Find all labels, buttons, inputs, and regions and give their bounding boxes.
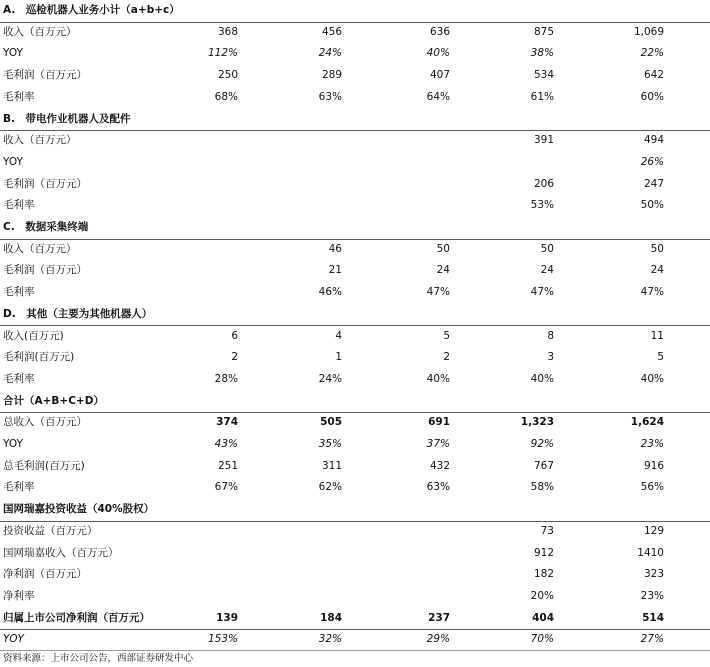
table-cell: 63%: [426, 481, 450, 494]
table-cell: 691: [428, 416, 450, 429]
row-label: 收入（百万元）: [3, 25, 77, 38]
row-label: 毛利润（百万元）: [3, 177, 87, 190]
row-label: 国网瑞嘉投资收益（40%股权）: [3, 503, 155, 516]
row-label: C. 数据采集终端: [3, 221, 89, 233]
table-cell: 61%: [530, 90, 554, 103]
table-cell: 289: [321, 69, 342, 82]
footer-divider: [0, 650, 710, 651]
table-cell: 407: [429, 69, 450, 82]
table-cell: 40%: [530, 372, 554, 385]
table-cell: 40%: [426, 372, 450, 385]
table-cell: 250: [217, 69, 238, 82]
table-cell: 47%: [640, 286, 664, 299]
table-row: [0, 326, 710, 348]
table-cell: 391: [533, 134, 554, 147]
table-cell: 184: [320, 611, 342, 624]
table-row: [0, 43, 710, 65]
table-cell: 1,323: [520, 416, 554, 429]
table-row: [0, 260, 710, 282]
table-cell: 35%: [318, 438, 342, 450]
table-cell: 92%: [530, 438, 554, 450]
table-cell: 24: [650, 264, 664, 277]
table-cell: 2: [231, 351, 238, 364]
table-cell: 62%: [318, 481, 342, 494]
row-label: YOY: [3, 47, 23, 60]
section-header-row: [0, 499, 710, 522]
row-label: 毛利润(百万元): [3, 351, 75, 364]
table-row: [0, 629, 710, 651]
table-row: [0, 174, 710, 196]
row-label: 总收入（百万元）: [3, 416, 87, 429]
table-cell: 53%: [530, 199, 554, 212]
table-cell: 1,069: [633, 25, 664, 38]
table-cell: 26%: [640, 155, 664, 168]
row-label: D. 其他（主要为其他机器人）: [3, 307, 153, 320]
row-label: 总毛利润(百万元): [3, 459, 85, 472]
table-cell: 182: [533, 568, 554, 581]
row-label: 净利率: [3, 589, 35, 602]
section-header-row: [0, 304, 710, 327]
table-cell: 27%: [640, 633, 664, 646]
row-label: 投资收益（百万元）: [3, 524, 98, 537]
table-cell: 24%: [318, 372, 342, 385]
table-cell: 875: [533, 25, 554, 38]
table-cell: 23%: [640, 438, 664, 450]
row-label: 归属上市公司净利润（百万元）: [3, 611, 150, 624]
table-cell: 64%: [426, 90, 450, 103]
table-cell: 50: [436, 242, 450, 255]
table-cell: 636: [429, 25, 450, 38]
row-label: 合计（A+B+C+D）: [3, 394, 104, 407]
table-row: [0, 412, 710, 434]
row-label: YOY: [3, 438, 23, 450]
table-cell: 5: [657, 351, 664, 364]
table-cell: 63%: [318, 90, 342, 103]
row-label: YOY: [3, 155, 23, 168]
table-row: [0, 369, 710, 391]
section-header-row: [0, 608, 710, 631]
table-cell: 456: [321, 25, 342, 38]
table-cell: 37%: [426, 438, 450, 450]
table-cell: 60%: [640, 90, 664, 103]
table-row: [0, 564, 710, 586]
table-cell: 24: [436, 264, 450, 277]
table-cell: 40%: [640, 372, 664, 385]
table-cell: 58%: [530, 481, 554, 494]
table-row: [0, 521, 710, 543]
table-cell: 5: [443, 329, 450, 342]
row-label: 国网瑞嘉收入（百万元）: [3, 546, 119, 559]
row-label: 毛利率: [3, 90, 35, 103]
table-cell: 24: [540, 264, 554, 277]
table-cell: 73: [540, 524, 554, 537]
table-cell: 311: [321, 459, 342, 472]
table-cell: 642: [643, 69, 664, 82]
table-row: [0, 477, 710, 499]
table-cell: 47%: [530, 286, 554, 299]
table-cell: 251: [217, 459, 238, 472]
table-row: [0, 65, 710, 87]
table-cell: 4: [335, 329, 342, 342]
table-row: [0, 239, 710, 261]
table-cell: 139: [216, 611, 238, 624]
table-row: [0, 543, 710, 565]
table-cell: 32%: [318, 633, 342, 646]
table-cell: 912: [533, 546, 554, 559]
row-label: YOY: [3, 633, 24, 646]
table-cell: 8: [547, 329, 554, 342]
table-cell: 404: [532, 611, 554, 624]
table-cell: 2: [443, 351, 450, 364]
table-cell: 28%: [214, 372, 238, 385]
table-cell: 129: [643, 524, 664, 537]
table-cell: 70%: [530, 633, 554, 646]
table-cell: 514: [642, 611, 664, 624]
row-label: A. 巡检机器人业务小计（a+b+c）: [3, 4, 180, 16]
table-cell: 505: [320, 416, 342, 429]
section-header-row: [0, 391, 710, 414]
table-row: [0, 130, 710, 152]
table-cell: 206: [533, 177, 554, 190]
section-header-row: [0, 0, 710, 23]
table-row: [0, 282, 710, 304]
table-cell: 22%: [640, 47, 664, 60]
table-cell: 368: [217, 25, 238, 38]
table-cell: 43%: [214, 438, 238, 450]
table-cell: 6: [231, 329, 238, 342]
table-cell: 20%: [530, 589, 554, 602]
row-label: 净利润（百万元）: [3, 568, 87, 581]
table-cell: 67%: [214, 481, 238, 494]
table-cell: 23%: [640, 589, 664, 602]
section-header-row: [0, 217, 710, 240]
table-row: [0, 434, 710, 456]
row-label: 毛利率: [3, 286, 35, 299]
row-label: 收入(百万元): [3, 329, 64, 342]
table-cell: 50: [540, 242, 554, 255]
table-cell: 112%: [207, 47, 238, 60]
table-cell: 46%: [318, 286, 342, 299]
table-cell: 432: [429, 459, 450, 472]
table-row: [0, 195, 710, 217]
row-label: 收入（百万元）: [3, 134, 77, 147]
row-label: 毛利率: [3, 199, 35, 212]
table-row: [0, 456, 710, 478]
table-cell: 47%: [426, 286, 450, 299]
source-note: 资料来源：上市公司公告，西部证券研发中心: [3, 653, 194, 664]
table-cell: 56%: [640, 481, 664, 494]
table-cell: 68%: [214, 90, 238, 103]
table-cell: 916: [643, 459, 664, 472]
table-cell: 237: [428, 611, 450, 624]
table-cell: 494: [643, 134, 664, 147]
table-row: [0, 152, 710, 174]
table-cell: 323: [643, 568, 664, 581]
table-cell: 50%: [640, 199, 664, 212]
table-cell: 1: [335, 351, 342, 364]
table-row: [0, 586, 710, 608]
table-cell: 767: [533, 459, 554, 472]
table-cell: 50: [650, 242, 664, 255]
table-cell: 3: [547, 351, 554, 364]
table-cell: 11: [650, 329, 664, 342]
table-cell: 374: [216, 416, 238, 429]
row-label: 毛利率: [3, 481, 35, 494]
table-row: [0, 87, 710, 109]
table-cell: 24%: [318, 47, 342, 60]
table-cell: 38%: [530, 47, 554, 60]
table-row: [0, 22, 710, 44]
table-cell: 40%: [426, 47, 450, 60]
table-cell: 1410: [637, 546, 664, 559]
row-label: 毛利率: [3, 372, 35, 385]
table-cell: 29%: [426, 633, 450, 646]
table-cell: 153%: [207, 633, 238, 646]
table-cell: 534: [533, 69, 554, 82]
table-cell: 1,624: [630, 416, 664, 429]
row-label: 毛利润（百万元）: [3, 264, 87, 277]
row-label: 收入（百万元）: [3, 242, 77, 255]
row-label: B. 带电作业机器人及配件: [3, 112, 131, 125]
table-cell: 247: [643, 177, 664, 190]
table-row: [0, 347, 710, 369]
section-header-row: [0, 109, 710, 132]
row-label: 毛利润（百万元）: [3, 69, 87, 82]
table-cell: 21: [328, 264, 342, 277]
table-cell: 46: [328, 242, 342, 255]
